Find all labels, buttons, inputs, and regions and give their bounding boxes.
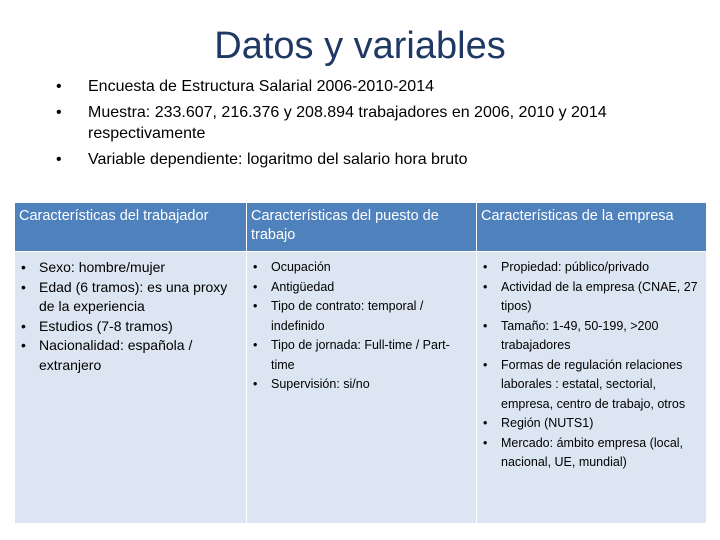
- variables-table: [14, 202, 707, 524]
- worker-characteristics-list: [19, 258, 242, 375]
- company-characteristics-cell: [477, 252, 707, 524]
- list-item: • Antigüedad: [251, 278, 472, 298]
- list-item: • Supervisión: si/no: [251, 375, 472, 395]
- header-worker-characteristics: Características del trabajador: [15, 203, 247, 252]
- list-item: • Sexo: hombre/mujer: [19, 258, 242, 278]
- job-characteristics-cell: [247, 252, 477, 524]
- header-company-characteristics: Características de la empresa: [477, 203, 707, 252]
- list-item: • Ocupación: [251, 258, 472, 278]
- table-header-row: [15, 203, 707, 252]
- worker-characteristics-cell: [15, 252, 247, 524]
- list-item: • Propiedad: público/privado: [481, 258, 702, 278]
- slide-title: Datos y variables: [214, 25, 506, 67]
- intro-bullet-list: [48, 76, 698, 175]
- intro-bullet: • Encuesta de Estructura Salarial 2006-2010-2014: [48, 76, 698, 97]
- intro-bullet: • Variable dependiente: logaritmo del salario hora bruto: [48, 149, 698, 170]
- list-item: • Región (NUTS1): [481, 414, 702, 434]
- list-item: • Actividad de la empresa (CNAE, 27 tipos): [481, 278, 702, 317]
- list-item: • Edad (6 tramos): es una proxy de la experiencia: [19, 278, 242, 317]
- list-item: • Nacionalidad: española / extranjero: [19, 336, 242, 375]
- company-characteristics-list: [481, 258, 702, 473]
- list-item: • Tamaño: 1-49, 50-199, >200 trabajadores: [481, 317, 702, 356]
- list-item: • Tipo de jornada: Full-time / Part-time: [251, 336, 472, 375]
- list-item: • Mercado: ámbito empresa (local, nacional, UE, mundial): [481, 434, 702, 473]
- header-job-characteristics: Características del puesto de trabajo: [247, 203, 477, 252]
- job-characteristics-list: [251, 258, 472, 395]
- list-item: • Tipo de contrato: temporal / indefinido: [251, 297, 472, 336]
- list-item: • Estudios (7-8 tramos): [19, 317, 242, 337]
- intro-bullet: • Muestra: 233.607, 216.376 y 208.894 trabajadores en 2006, 2010 y 2014 respectivamente: [48, 102, 698, 144]
- table-row: [15, 252, 707, 524]
- list-item: • Formas de regulación relaciones laborales : estatal, sectorial, empresa, centro de trabajo, otros: [481, 356, 702, 415]
